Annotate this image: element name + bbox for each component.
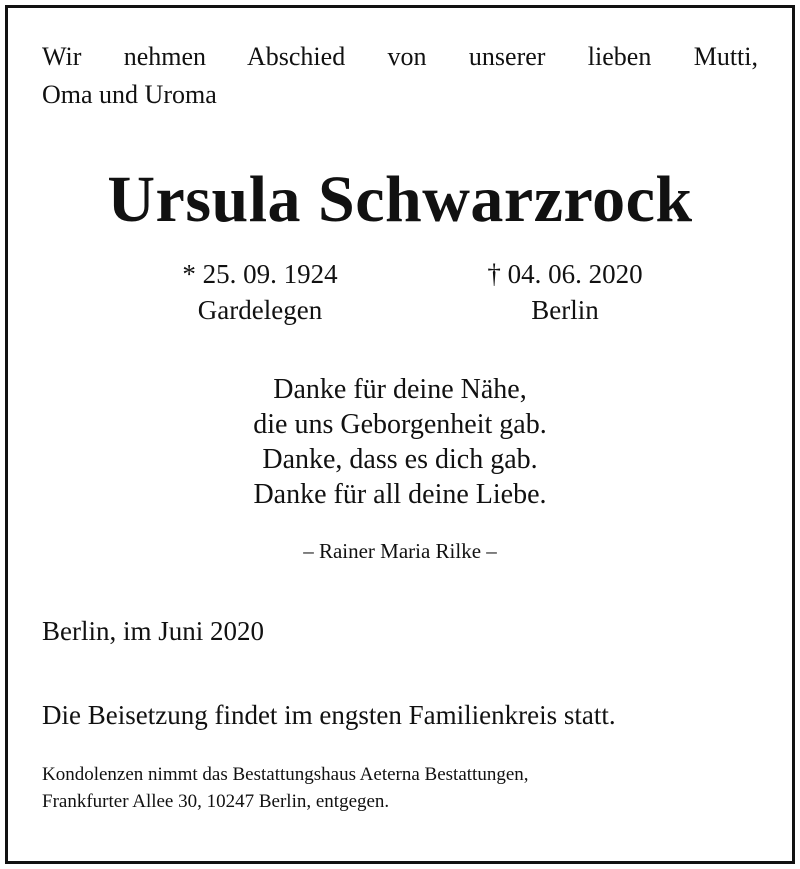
death-info	[440, 256, 690, 328]
condolences-line-1: Kondolenzen nimmt das Bestattungshaus Aeterna Bestattungen,	[42, 764, 529, 785]
intro-line-2: Oma und Uroma	[42, 80, 217, 109]
poem-line: Danke für deine Nähe,	[273, 374, 527, 405]
intro-text	[42, 38, 758, 114]
birth-date: * 25. 09. 1924	[182, 259, 338, 289]
poem	[0, 372, 800, 512]
poem-line: Danke für all deine Liebe.	[253, 479, 547, 510]
place-and-date: Berlin, im Juni 2020	[42, 616, 264, 646]
condolences-line-2: Frankfurter Allee 30, 10247 Berlin, entgegen.	[42, 791, 390, 812]
intro-line-1: Wir nehmen Abschied von unserer lieben Mutti,	[42, 42, 758, 71]
poem-author: – Rainer Maria Rilke –	[303, 539, 497, 563]
birth-info	[140, 256, 380, 328]
deceased-name: Ursula Schwarzrock	[107, 163, 693, 236]
condolences-notice	[42, 761, 529, 815]
death-place: Berlin	[531, 295, 599, 325]
death-date: † 04. 06. 2020	[487, 259, 643, 289]
poem-line: die uns Geborgenheit gab.	[253, 409, 547, 440]
poem-line: Danke, dass es dich gab.	[262, 444, 538, 475]
funeral-notice: Die Beisetzung findet im engsten Familienkreis statt.	[42, 700, 616, 730]
birth-place: Gardelegen	[197, 295, 323, 325]
